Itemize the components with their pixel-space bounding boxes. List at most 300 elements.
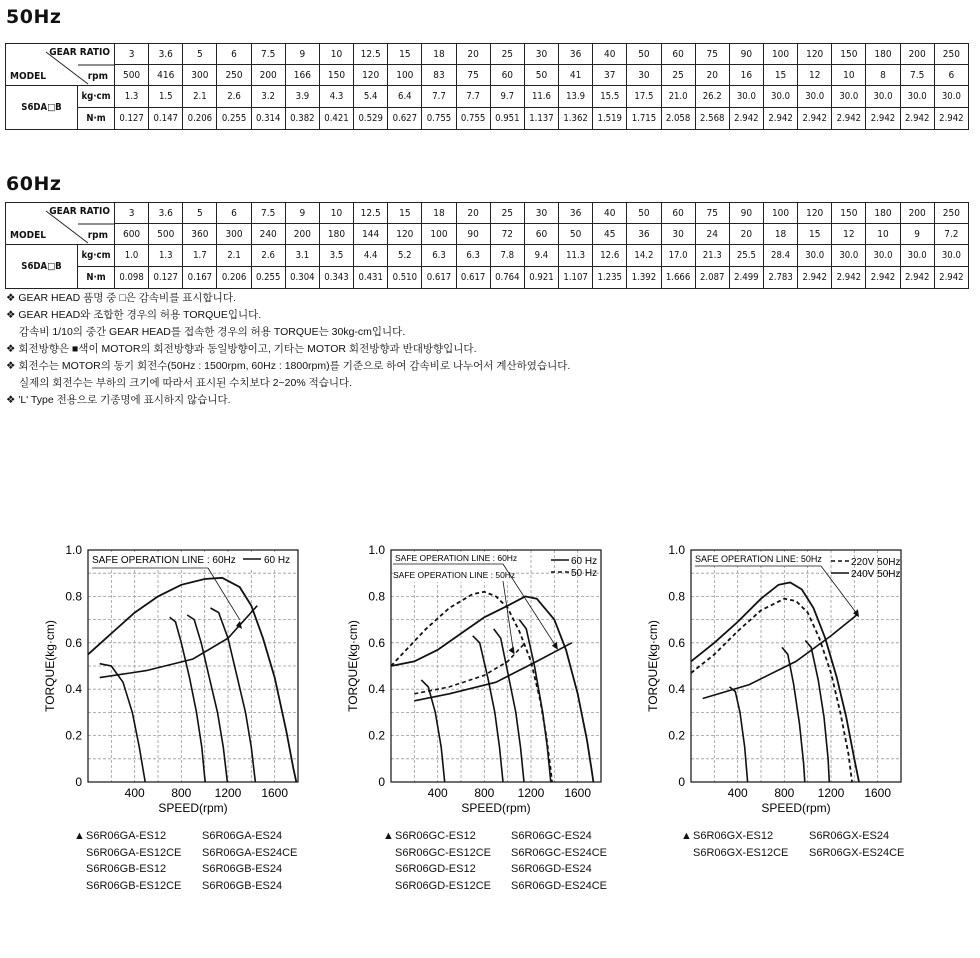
rpm-cell: 8 — [866, 65, 900, 86]
model-name: S6DA□B — [6, 245, 78, 289]
model-label: MODEL — [10, 71, 46, 82]
series-240v-50hz — [691, 583, 859, 783]
torque-chart-3 — [643, 538, 918, 828]
torque-kgcm-cell: 30.0 — [934, 245, 968, 267]
kgcm-row — [6, 245, 969, 267]
torque-chart-2 — [343, 538, 613, 828]
model-row — [74, 828, 297, 845]
series-load-4 — [211, 608, 256, 782]
y-tick-label: 0.4 — [668, 682, 685, 697]
chart-svg — [40, 538, 310, 823]
model-code: S6R06GX-ES24CE — [809, 846, 905, 859]
rpm-cell: 300 — [183, 65, 217, 86]
torque-nm-cell: 2.942 — [866, 108, 900, 130]
gear-ratio-cell: 9 — [285, 203, 319, 224]
torque-nm-cell: 2.087 — [695, 267, 729, 289]
rpm-cell: 20 — [695, 65, 729, 86]
gear-ratio-cell: 150 — [832, 203, 866, 224]
torque-nm-cell: 0.755 — [456, 108, 490, 130]
model-row — [383, 878, 607, 895]
torque-kgcm-cell: 3.1 — [285, 245, 319, 267]
torque-nm-cell: 1.715 — [627, 108, 661, 130]
torque-nm-cell: 1.519 — [593, 108, 627, 130]
y-axis-label: TORQUE(kg·cm) — [346, 620, 360, 712]
torque-kgcm-cell: 30.0 — [763, 86, 797, 108]
gear-ratio-cell: 25 — [490, 203, 524, 224]
note-line: 감속비 1/10의 중간 GEAR HEAD를 접속한 경우의 허용 TORQUE는 30kg-cm입니다. — [19, 326, 406, 338]
series-safe-line — [100, 606, 258, 678]
torque-nm-cell: 2.783 — [763, 267, 797, 289]
gear-ratio-cell: 75 — [695, 44, 729, 65]
rpm-cell: 60 — [490, 65, 524, 86]
torque-kgcm-cell: 5.2 — [388, 245, 422, 267]
gear-ratio-row — [6, 44, 969, 65]
y-tick-label: 0.4 — [368, 682, 385, 697]
torque-kgcm-cell: 4.3 — [319, 86, 353, 108]
gear-ratio-cell: 100 — [763, 203, 797, 224]
rpm-label: rpm — [87, 230, 108, 241]
rpm-cell: 10 — [866, 224, 900, 245]
torque-kgcm-cell: 6.4 — [388, 86, 422, 108]
torque-kgcm-cell: 7.7 — [456, 86, 490, 108]
torque-kgcm-cell: 15.5 — [593, 86, 627, 108]
torque-kgcm-cell: 2.6 — [251, 245, 285, 267]
model-code: S6R06GD-ES12 — [395, 863, 476, 875]
torque-nm-cell: 0.098 — [115, 267, 149, 289]
model-code: S6R06GD-ES24CE — [511, 879, 607, 892]
torque-nm-cell: 0.617 — [422, 267, 456, 289]
notes-section — [6, 290, 570, 409]
note-line: ❖ 회전수는 MOTOR의 동기 회전수(50Hz : 1500rpm, 60Hz : 1800rpm)를 기준으로 하여 감속비로 나누어서 계산하였습니다. — [6, 360, 571, 372]
y-tick-label: 0.6 — [65, 635, 82, 650]
torque-nm-cell: 2.942 — [934, 267, 968, 289]
torque-nm-cell: 0.255 — [251, 267, 285, 289]
y-tick-label: 0 — [378, 775, 385, 789]
legend-label-240v: 240V 50Hz — [851, 569, 901, 580]
torque-nm-cell: 0.314 — [251, 108, 285, 130]
series-load-2 — [170, 617, 206, 782]
torque-kgcm-cell: 21.0 — [661, 86, 695, 108]
x-tick-label: 400 — [124, 786, 145, 800]
rpm-cell: 144 — [354, 224, 388, 245]
torque-nm-cell: 2.942 — [934, 108, 968, 130]
nm-row — [6, 108, 969, 130]
rpm-cell: 500 — [115, 65, 149, 86]
model-code: S6R06GC-ES24 — [511, 830, 592, 842]
gear-ratio-cell: 12.5 — [354, 44, 388, 65]
model-code: S6R06GA-ES12CE — [86, 846, 182, 859]
torque-kgcm-cell: 9.4 — [524, 245, 558, 267]
y-tick-label: 1.0 — [65, 543, 82, 557]
gear-ratio-cell: 180 — [866, 44, 900, 65]
torque-nm-cell: 2.942 — [900, 108, 934, 130]
rpm-cell: 200 — [285, 224, 319, 245]
torque-nm-cell: 2.942 — [763, 108, 797, 130]
torque-nm-cell: 0.206 — [217, 267, 251, 289]
model-code: S6R06GX-ES24 — [809, 830, 890, 842]
gear-ratio-cell: 10 — [319, 203, 353, 224]
model-code: S6R06GD-ES12CE — [395, 879, 491, 892]
y-tick-label: 0.2 — [668, 728, 685, 743]
gear-ratio-cell: 200 — [900, 203, 934, 224]
torque-nm-cell: 0.921 — [524, 267, 558, 289]
rpm-cell: 30 — [661, 224, 695, 245]
unit-kgcm: kg·cm — [78, 86, 115, 108]
y-tick-label: 1.0 — [668, 543, 685, 557]
model-code: S6R06GA-ES12 — [86, 830, 167, 842]
torque-kgcm-cell: 12.6 — [593, 245, 627, 267]
torque-kgcm-cell: 2.6 — [217, 86, 251, 108]
rpm-cell: 41 — [559, 65, 593, 86]
gear-ratio-cell: 40 — [593, 203, 627, 224]
gear-ratio-cell: 18 — [422, 203, 456, 224]
x-tick-label: 1600 — [864, 786, 892, 800]
rpm-cell: 12 — [798, 65, 832, 86]
torque-kgcm-cell: 30.0 — [900, 86, 934, 108]
model-name: S6DA□B — [6, 86, 78, 130]
gear-ratio-label: GEAR RATIO — [49, 47, 110, 58]
rpm-cell: 15 — [763, 65, 797, 86]
torque-kgcm-cell: 5.4 — [354, 86, 388, 108]
rpm-cell: 50 — [559, 224, 593, 245]
torque-kgcm-cell: 14.2 — [627, 245, 661, 267]
safe-line-label: SAFE OPERATION LINE: 50Hz — [695, 554, 822, 564]
torque-kgcm-cell: 2.1 — [217, 245, 251, 267]
torque-nm-cell: 1.666 — [661, 267, 695, 289]
gear-ratio-cell: 6 — [217, 203, 251, 224]
torque-kgcm-cell: 26.2 — [695, 86, 729, 108]
torque-nm-cell: 0.764 — [490, 267, 524, 289]
series-load-2 — [473, 636, 503, 782]
gear-ratio-cell: 90 — [729, 44, 763, 65]
rpm-cell: 24 — [695, 224, 729, 245]
torque-kgcm-cell: 6.3 — [422, 245, 456, 267]
unit-kgcm: kg·cm — [78, 245, 115, 267]
spec-table-50hz — [5, 43, 969, 130]
x-tick-label: 400 — [727, 786, 748, 800]
note-line: ❖ GEAR HEAD 품명 중 □은 감속비를 표시합니다. — [6, 292, 236, 304]
x-tick-label: 400 — [427, 786, 448, 800]
gear-ratio-cell: 150 — [832, 44, 866, 65]
gear-ratio-cell: 7.5 — [251, 44, 285, 65]
rpm-cell: 500 — [149, 224, 183, 245]
gear-ratio-row — [6, 203, 969, 224]
series-load-1 — [100, 664, 146, 782]
gear-ratio-cell: 180 — [866, 203, 900, 224]
gear-ratio-cell: 25 — [490, 44, 524, 65]
rpm-cell: 6 — [934, 65, 968, 86]
rpm-cell: 9 — [900, 224, 934, 245]
model-code: S6R06GA-ES24CE — [202, 846, 298, 859]
gear-ratio-cell: 36 — [559, 203, 593, 224]
torque-kgcm-cell: 11.6 — [524, 86, 558, 108]
rpm-cell: 240 — [251, 224, 285, 245]
model-code: S6R06GB-ES24 — [202, 863, 283, 875]
x-tick-label: 800 — [774, 786, 795, 800]
y-tick-label: 0.6 — [668, 635, 685, 650]
torque-kgcm-cell: 2.1 — [183, 86, 217, 108]
torque-nm-cell: 1.392 — [627, 267, 661, 289]
torque-kgcm-cell: 3.2 — [251, 86, 285, 108]
y-tick-label: 0.8 — [65, 589, 82, 604]
gear-ratio-cell: 200 — [900, 44, 934, 65]
torque-nm-cell: 0.510 — [388, 267, 422, 289]
chart-svg — [343, 538, 613, 823]
torque-kgcm-cell: 13.9 — [559, 86, 593, 108]
torque-nm-cell: 2.942 — [798, 267, 832, 289]
gear-ratio-cell: 120 — [798, 203, 832, 224]
torque-nm-cell: 2.942 — [729, 108, 763, 130]
torque-kgcm-cell: 17.5 — [627, 86, 661, 108]
torque-kgcm-cell: 6.3 — [456, 245, 490, 267]
x-tick-label: 1200 — [817, 786, 845, 800]
table-title-50hz: 50Hz — [6, 6, 62, 28]
rpm-cell: 72 — [490, 224, 524, 245]
y-tick-label: 0 — [75, 775, 82, 789]
unit-nm: N·m — [78, 108, 115, 130]
rpm-cell: 37 — [593, 65, 627, 86]
series-load-2 — [782, 647, 805, 782]
rpm-cell: 120 — [388, 224, 422, 245]
model-list-3 — [681, 828, 904, 861]
gear-ratio-cell: 120 — [798, 44, 832, 65]
rpm-cell: 166 — [285, 65, 319, 86]
legend-label-60hz: 60 Hz — [264, 555, 291, 566]
rpm-cell: 15 — [798, 224, 832, 245]
torque-kgcm-cell: 4.4 — [354, 245, 388, 267]
gear-ratio-cell: 5 — [183, 203, 217, 224]
torque-nm-cell: 1.107 — [559, 267, 593, 289]
rpm-cell: 36 — [627, 224, 661, 245]
note-line: 실제의 회전수는 부하의 크기에 따라서 표시된 수치보다 2~20% 적습니다. — [19, 377, 353, 389]
torque-chart-1 — [40, 538, 310, 828]
rpm-cell: 20 — [729, 224, 763, 245]
torque-nm-cell: 0.951 — [490, 108, 524, 130]
x-tick-label: 800 — [171, 786, 192, 800]
spec-table-60hz — [5, 202, 969, 289]
rpm-cell: 18 — [763, 224, 797, 245]
gear-ratio-cell: 12.5 — [354, 203, 388, 224]
model-code: S6R06GB-ES24 — [202, 879, 283, 892]
rpm-cell: 300 — [217, 224, 251, 245]
kgcm-row — [6, 86, 969, 108]
x-tick-label: 800 — [474, 786, 495, 800]
legend-label-220v: 220V 50Hz — [851, 557, 901, 568]
gear-ratio-cell: 7.5 — [251, 203, 285, 224]
x-tick-label: 1200 — [214, 786, 242, 800]
torque-nm-cell: 2.568 — [695, 108, 729, 130]
gear-ratio-cell: 50 — [627, 44, 661, 65]
torque-kgcm-cell: 30.0 — [832, 86, 866, 108]
y-tick-label: 0.8 — [668, 589, 685, 604]
torque-kgcm-cell: 7.7 — [422, 86, 456, 108]
torque-kgcm-cell: 30.0 — [934, 86, 968, 108]
rpm-cell: 30 — [627, 65, 661, 86]
gear-ratio-cell: 50 — [627, 203, 661, 224]
y-axis-label: TORQUE(kg·cm) — [646, 620, 660, 712]
torque-kgcm-cell: 30.0 — [832, 245, 866, 267]
safe-line-label-50hz: SAFE OPERATION LINE : 50Hz — [393, 570, 516, 580]
legend-label-60hz: 60 Hz — [571, 556, 598, 567]
model-code: S6R06GC-ES24CE — [511, 846, 607, 859]
gear-ratio-cell: 250 — [934, 44, 968, 65]
gear-ratio-cell: 100 — [763, 44, 797, 65]
torque-kgcm-cell: 1.7 — [183, 245, 217, 267]
gear-ratio-cell: 15 — [388, 44, 422, 65]
torque-nm-cell: 0.206 — [183, 108, 217, 130]
model-row — [681, 828, 904, 845]
rpm-cell: 83 — [422, 65, 456, 86]
gear-ratio-cell: 30 — [524, 203, 558, 224]
y-tick-label: 0.6 — [368, 635, 385, 650]
gear-ratio-cell: 75 — [695, 203, 729, 224]
model-code: S6R06GX-ES12 — [693, 830, 774, 842]
torque-kgcm-cell: 17.0 — [661, 245, 695, 267]
torque-kgcm-cell: 3.5 — [319, 245, 353, 267]
gear-ratio-cell: 60 — [661, 44, 695, 65]
rpm-cell: 360 — [183, 224, 217, 245]
torque-nm-cell: 0.529 — [354, 108, 388, 130]
model-row — [383, 828, 607, 845]
rpm-cell: 25 — [661, 65, 695, 86]
note-line: ❖ 회전방향은 ■색이 MOTOR의 회전방향과 동일방향이고, 기타는 MOTOR 회전방향과 반대방향입니다. — [6, 343, 477, 355]
torque-nm-cell: 1.235 — [593, 267, 627, 289]
model-list-2 — [383, 828, 607, 894]
torque-kgcm-cell: 7.8 — [490, 245, 524, 267]
gear-ratio-cell: 3 — [115, 44, 149, 65]
gear-ratio-cell: 18 — [422, 44, 456, 65]
rpm-cell: 250 — [217, 65, 251, 86]
torque-nm-cell: 0.127 — [115, 108, 149, 130]
torque-nm-cell: 0.147 — [149, 108, 183, 130]
x-axis-label: SPEED(rpm) — [158, 801, 228, 815]
unit-nm: N·m — [78, 267, 115, 289]
torque-nm-cell: 0.382 — [285, 108, 319, 130]
safe-line-label: SAFE OPERATION LINE : 60Hz — [92, 555, 236, 566]
safe-line-arrow — [509, 646, 515, 654]
torque-nm-cell: 0.627 — [388, 108, 422, 130]
series-load-3 — [805, 641, 829, 783]
rpm-cell: 90 — [456, 224, 490, 245]
torque-nm-cell: 1.137 — [524, 108, 558, 130]
gear-ratio-cell: 3 — [115, 203, 149, 224]
series-load-1 — [730, 687, 748, 782]
torque-kgcm-cell: 1.3 — [115, 86, 149, 108]
gear-ratio-cell: 5 — [183, 44, 217, 65]
note-line: ❖ GEAR HEAD와 조합한 경우의 허용 TORQUE입니다. — [6, 309, 262, 321]
rpm-cell: 100 — [388, 65, 422, 86]
x-tick-label: 1200 — [517, 786, 545, 800]
gear-ratio-cell: 40 — [593, 44, 627, 65]
torque-nm-cell: 0.304 — [285, 267, 319, 289]
gear-ratio-cell: 250 — [934, 203, 968, 224]
model-row — [681, 845, 904, 862]
series-safe-50 — [414, 643, 525, 694]
rpm-row — [6, 65, 969, 86]
rpm-cell: 120 — [354, 65, 388, 86]
torque-kgcm-cell: 1.3 — [149, 245, 183, 267]
model-code: S6R06GC-ES12 — [395, 830, 476, 842]
safe-line-label-60hz: SAFE OPERATION LINE : 60Hz — [395, 553, 518, 563]
model-code: S6R06GC-ES12CE — [395, 846, 491, 859]
nm-row — [6, 267, 969, 289]
rpm-cell: 100 — [422, 224, 456, 245]
torque-kgcm-cell: 30.0 — [798, 86, 832, 108]
torque-kgcm-cell: 1.5 — [149, 86, 183, 108]
model-row — [74, 845, 297, 862]
triangle-marker-icon: ▲ — [383, 830, 394, 842]
header-diagonal-cell — [6, 44, 115, 86]
rpm-cell: 416 — [149, 65, 183, 86]
rpm-cell: 50 — [524, 65, 558, 86]
series-60-hz — [88, 578, 296, 782]
torque-kgcm-cell: 11.3 — [559, 245, 593, 267]
chart-svg — [643, 538, 918, 823]
model-code: S6R06GD-ES24 — [511, 863, 592, 875]
model-code: S6R06GB-ES12CE — [86, 879, 182, 892]
safe-line-pointer — [208, 568, 240, 620]
rpm-cell: 7.2 — [934, 224, 968, 245]
table-title-60hz: 60Hz — [6, 173, 62, 195]
note-line: ❖ 'L' Type 전용으로 기종명에 표시하지 않습니다. — [6, 394, 231, 406]
torque-kgcm-cell: 30.0 — [729, 86, 763, 108]
model-row — [383, 861, 607, 878]
torque-nm-cell: 0.617 — [456, 267, 490, 289]
y-tick-label: 0.2 — [368, 728, 385, 743]
gear-ratio-cell: 90 — [729, 203, 763, 224]
y-tick-label: 0.8 — [368, 589, 385, 604]
model-label: MODEL — [10, 230, 46, 241]
y-tick-label: 0.2 — [65, 728, 82, 743]
gear-ratio-cell: 3.6 — [149, 203, 183, 224]
y-tick-label: 0 — [678, 775, 685, 789]
x-tick-label: 1600 — [564, 786, 592, 800]
rpm-cell: 7.5 — [900, 65, 934, 86]
triangle-marker-icon: ▲ — [74, 830, 85, 842]
model-row — [383, 845, 607, 862]
torque-kgcm-cell: 25.5 — [729, 245, 763, 267]
torque-nm-cell: 2.058 — [661, 108, 695, 130]
torque-nm-cell: 0.421 — [319, 108, 353, 130]
gear-ratio-cell: 9 — [285, 44, 319, 65]
torque-kgcm-cell: 30.0 — [866, 86, 900, 108]
model-list-1 — [74, 828, 297, 894]
torque-kgcm-cell: 9.7 — [490, 86, 524, 108]
torque-kgcm-cell: 30.0 — [798, 245, 832, 267]
rpm-cell: 10 — [832, 65, 866, 86]
safe-line-pointer-50hz — [503, 581, 514, 652]
gear-ratio-cell: 20 — [456, 203, 490, 224]
torque-nm-cell: 2.942 — [832, 108, 866, 130]
x-axis-label: SPEED(rpm) — [761, 801, 831, 815]
rpm-cell: 600 — [115, 224, 149, 245]
torque-nm-cell: 2.942 — [866, 267, 900, 289]
torque-nm-cell: 0.343 — [319, 267, 353, 289]
torque-kgcm-cell: 21.3 — [695, 245, 729, 267]
x-tick-label: 1600 — [261, 786, 289, 800]
torque-kgcm-cell: 30.0 — [900, 245, 934, 267]
torque-nm-cell: 0.255 — [217, 108, 251, 130]
y-tick-label: 1.0 — [368, 543, 385, 557]
gear-ratio-cell: 60 — [661, 203, 695, 224]
gear-ratio-cell: 6 — [217, 44, 251, 65]
model-code: S6R06GB-ES12 — [86, 863, 167, 875]
gear-ratio-cell: 30 — [524, 44, 558, 65]
rpm-cell: 60 — [524, 224, 558, 245]
gear-ratio-cell: 10 — [319, 44, 353, 65]
rpm-cell: 16 — [729, 65, 763, 86]
model-code: S6R06GA-ES24 — [202, 830, 283, 842]
